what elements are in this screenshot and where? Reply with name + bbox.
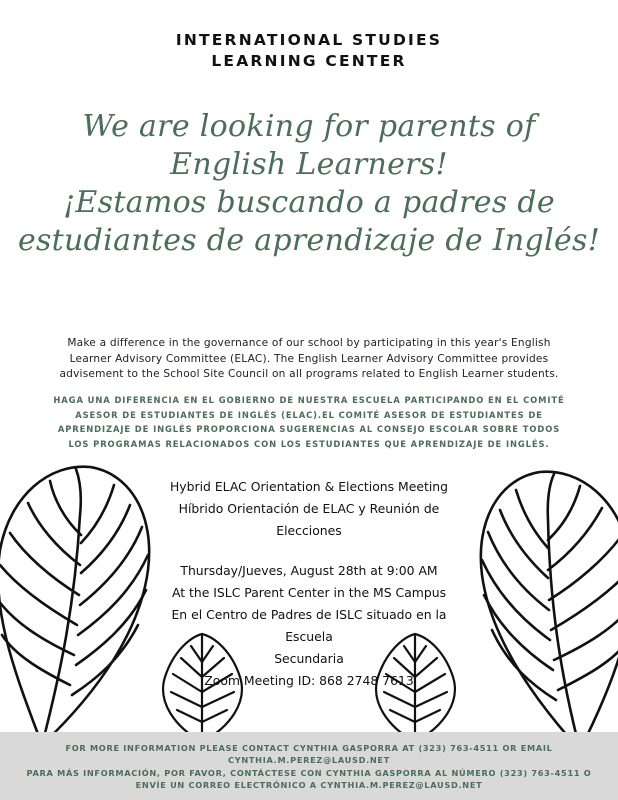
event-title-en: Hybrid ELAC Orientation & Elections Meeting xyxy=(169,479,448,494)
footer-lines xyxy=(0,732,618,792)
left-large-leaf-icon xyxy=(0,455,165,745)
organization-title-line1: INTERNATIONAL STUDIES xyxy=(175,31,443,49)
organization-title xyxy=(0,30,618,72)
event-title-es: Híbrido Orientación de ELAC y Reunión de Elecciones xyxy=(178,501,440,538)
headline-en-line2: English Learners! xyxy=(170,147,448,182)
footer-es-line2: ENVÍE UN CORREO ELECTRÓNICO A CYNTHIA.M.PEREZ@LAUSD.NET xyxy=(135,780,483,791)
headline-en-line1: We are looking for parents of xyxy=(82,109,536,144)
event-spacer xyxy=(150,542,468,560)
description-es-line1: HAGA UNA DIFERENCIA EN EL GOBIERNO DE NUESTRA ESCUELA PARTICIPANDO EN EL COMITÉ xyxy=(53,395,565,405)
headline xyxy=(0,108,618,260)
description-english xyxy=(22,336,596,383)
event-zoom-id: Zoom Meeting ID: 868 2748 7613 xyxy=(204,673,414,688)
description-es-line2: ASESOR DE ESTUDIANTES DE INGLÉS (ELAC).EL COMITÉ ASESOR DE ESTUDIANTES DE xyxy=(75,409,543,420)
footer-es-line1: PARA MÁS INFORMACIÓN, POR FAVOR, CONTÁCTESE CON CYNTHIA GASPORRA AL NÚMERO (323) 763-4511 O xyxy=(26,767,592,778)
description-en-line3: advisement to the School Site Council on all programs related to English Learner students. xyxy=(59,368,559,380)
organization-title-line2: LEARNING CENTER xyxy=(211,52,407,70)
event-date: Thursday/Jueves, August 28th at 9:00 AM xyxy=(180,563,438,578)
description-en-line1: Make a difference in the governance of our school by participating in this year's English xyxy=(67,337,551,349)
description-es-line4: LOS PROGRAMAS RELACIONADOS CON LOS ESTUDIANTES QUE APRENDIZAJE DE INGLÉS. xyxy=(68,438,550,449)
contact-footer xyxy=(0,732,618,800)
event-location-es-line1: En el Centro de Padres de ISLC situado en la Escuela xyxy=(171,607,447,644)
description-en-line2: Learner Advisory Committee (ELAC). The English Learner Advisory Committee provides xyxy=(69,352,549,365)
right-large-leaf-icon xyxy=(470,460,618,750)
description-spanish xyxy=(30,393,588,451)
event-location-en: At the ISLC Parent Center in the MS Campus xyxy=(171,585,447,600)
headline-es-line1: ¡Estamos buscando a padres de xyxy=(63,185,555,220)
footer-en-line2: CYNTHIA.M.PEREZ@LAUSD.NET xyxy=(227,755,391,766)
footer-en-line1: FOR MORE INFORMATION PLEASE CONTACT CYNTHIA GASPORRA AT (323) 763-4511 OR EMAIL xyxy=(65,743,553,753)
headline-es-line2: estudiantes de aprendizaje de Inglés! xyxy=(17,223,601,258)
event-details xyxy=(150,476,468,692)
description-es-line3: APRENDIZAJE DE INGLÉS PROPORCIONA SUGERENCIAS AL CONSEJO ESCOLAR SOBRE TODOS xyxy=(57,424,561,434)
event-location-es-line2: Secundaria xyxy=(274,651,344,666)
